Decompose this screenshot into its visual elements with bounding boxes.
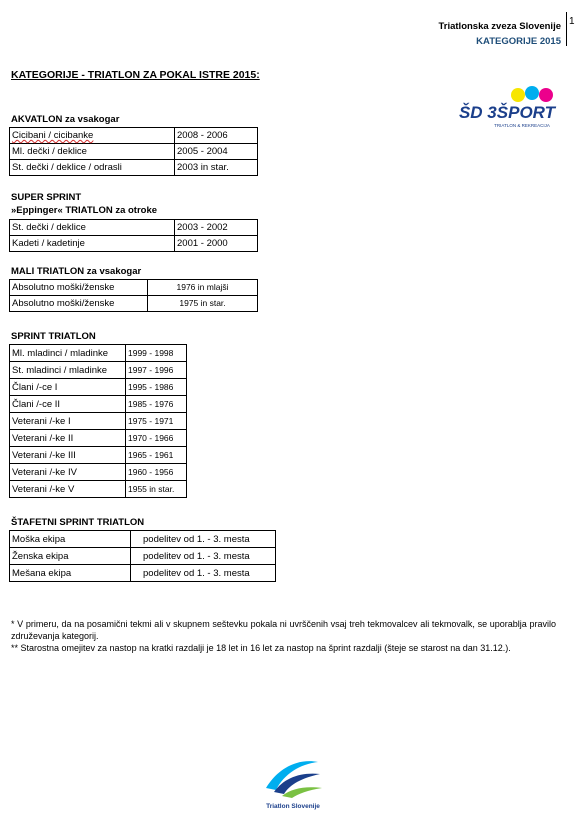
years-cell: 2003 - 2002 [175,220,258,236]
category-cell: Moška ekipa [10,531,131,548]
category-cell: Ženska ekipa [10,548,131,565]
table-row [10,565,276,582]
years-cell: 1970 - 1966 [126,430,187,447]
table-row [10,531,276,548]
table-row [10,296,258,312]
category-cell: Ml. mladinci / mladinke [10,345,126,362]
category-cell: Veterani /-ke III [10,447,126,464]
super-sprint-title: SUPER SPRINT [11,192,82,203]
table-row [10,379,187,396]
years-cell: 1975 - 1971 [126,413,187,430]
sprint-triatlon-table [9,344,187,498]
logo-circle-magenta [539,88,553,102]
award-cell: podelitev od 1. - 3. mesta [131,531,276,548]
category-cell: Mešana ekipa [10,565,131,582]
category-cell: Veterani /-ke II [10,430,126,447]
mali-triatlon-title: MALI TRIATLON za vsakogar [11,266,142,277]
category-cell: Absolutno moški/ženske [10,296,148,312]
years-cell: 1975 in star. [148,296,258,312]
category-text: Cicibani / cicibanke [12,130,94,141]
logo-circle-cyan [525,86,539,100]
header-divider [566,12,567,46]
logo-circle-yellow [511,88,525,102]
table-row [10,345,187,362]
category-cell: Kadeti / kadetinje [10,236,175,252]
category-cell: Absolutno moški/ženske [10,280,148,296]
years-cell: 1965 - 1961 [126,447,187,464]
award-cell: podelitev od 1. - 3. mesta [131,548,276,565]
federation-logo [258,748,328,812]
club-logo-tagline: TRIATLON & REKREACIJA [494,123,550,128]
super-sprint-subtitle: »Eppinger« TRIATLON za otroke [11,205,158,216]
table-row [10,447,187,464]
table-row [10,362,187,379]
header-organization: Triatlonska zveza Slovenije [438,21,561,32]
years-cell: 1960 - 1956 [126,464,187,481]
years-cell: 1976 in mlajši [148,280,258,296]
table-row [10,481,187,498]
footnote-1: * V primeru, da na posamični tekmi ali v skupnem seštevku pokala ni uvrščenih vsaj treh tekmovalcev ali tekmovalk, se uporablja pravilo združevanja kategorij. [11,619,556,641]
table-row [10,413,187,430]
table-row [10,160,258,176]
years-cell: 1999 - 1998 [126,345,187,362]
category-cell: St. mladinci / mladinke [10,362,126,379]
table-row [10,236,258,252]
table-row [10,430,187,447]
mali-triatlon-table [9,279,258,312]
category-cell [10,128,175,144]
category-cell: Ml. dečki / deklice [10,144,175,160]
years-cell: 1995 - 1986 [126,379,187,396]
table-row [10,220,258,236]
award-cell: podelitev od 1. - 3. mesta [131,565,276,582]
years-cell: 1955 in star. [126,481,187,498]
table-row [10,548,276,565]
footnote-2: ** Starostna omejitev za nastop na kratki razdalji je 18 let in 16 let za nastop na šprint razdalji (šteje se starost na dan 31.12.). [11,643,511,653]
category-cell: Veterani /-ke V [10,481,126,498]
years-cell: 1985 - 1976 [126,396,187,413]
table-row [10,128,258,144]
category-cell: Člani /-ce II [10,396,126,413]
page-number: 1 [569,16,575,27]
table-row [10,280,258,296]
category-cell: Člani /-ce I [10,379,126,396]
super-sprint-table [9,219,258,252]
table-row [10,144,258,160]
header-subtitle: KATEGORIJE 2015 [476,36,561,47]
table-row [10,396,187,413]
table-row [10,464,187,481]
category-cell: St. dečki / deklice / odrasli [10,160,175,176]
akvatlon-table [9,127,258,176]
stafetni-title: ŠTAFETNI SPRINT TRIATLON [11,517,145,528]
category-cell: St. dečki / deklice [10,220,175,236]
category-cell: Veterani /-ke IV [10,464,126,481]
club-logo [452,84,562,136]
stafetni-table [9,530,276,582]
years-cell: 2001 - 2000 [175,236,258,252]
akvatlon-title: AKVATLON za vsakogar [11,114,120,125]
sprint-triatlon-title: SPRINT TRIATLON [11,331,96,342]
years-cell: 2005 - 2004 [175,144,258,160]
years-cell: 2003 in star. [175,160,258,176]
page-title: KATEGORIJE - TRIATLON ZA POKAL ISTRE 2015: [11,69,260,81]
years-cell: 2008 - 2006 [175,128,258,144]
years-cell: 1997 - 1996 [126,362,187,379]
logo-swoosh-green [282,787,322,798]
club-logo-name: ŠD 3ŠPORT [458,103,556,122]
category-cell: Veterani /-ke I [10,413,126,430]
federation-logo-name: Triatlon Slovenije [266,803,320,810]
